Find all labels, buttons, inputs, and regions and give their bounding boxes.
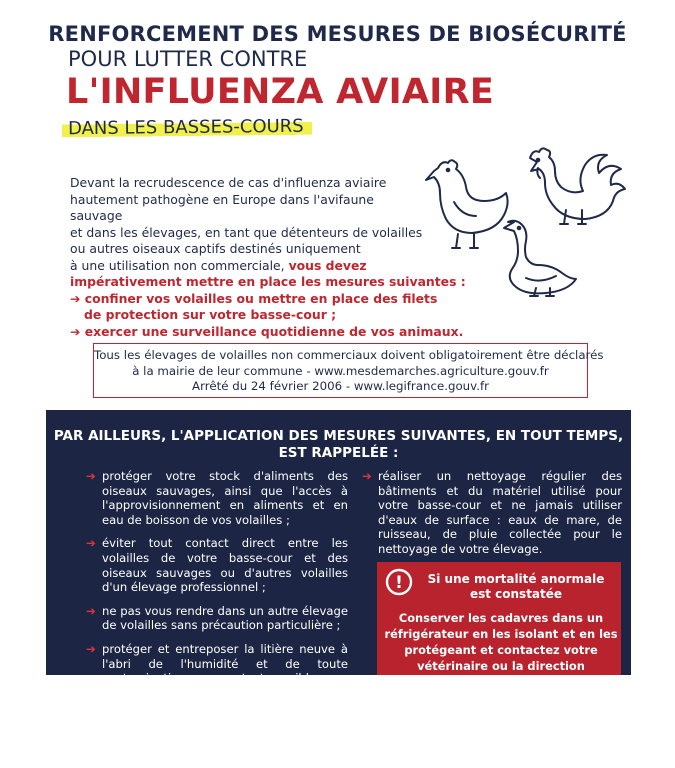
alert-title bbox=[418, 572, 614, 602]
notice-line: à la mairie de leur commune - www.mesdemarches.agriculture.gouv.fr bbox=[132, 363, 549, 378]
intro-text bbox=[70, 175, 466, 340]
intro-text-normal: à une utilisation non commerciale, bbox=[70, 257, 289, 273]
intro-line: hautement pathogène en Europe dans l'avifaune sauvage bbox=[70, 191, 374, 223]
measure-item bbox=[86, 604, 348, 633]
measures-left-column bbox=[86, 469, 348, 768]
bullet-text: de protection sur votre basse-cour ; bbox=[84, 307, 337, 322]
measure-text: protéger votre stock d'aliments des oiseaux sauvages, ainsi que l'accès à l'approvisionnement en aliments et en eau de boisson de vos volailles ; bbox=[102, 469, 348, 527]
notice-line: Arrêté du 24 février 2006 - www.legifrance.gouv.fr bbox=[192, 379, 489, 393]
intro-bullet-1-cont bbox=[70, 307, 430, 324]
intro-text-emphasis: impérativement mettre en place les mesures suivantes : bbox=[70, 274, 466, 289]
title-main: L'INFLUENZA AVIAIRE bbox=[66, 72, 495, 112]
bullet-text: exercer une surveillance quotidienne de vos animaux. bbox=[84, 323, 464, 339]
intro-text-emphasis: vous devez bbox=[288, 257, 367, 273]
intro-line: Devant la recrudescence de cas d'influenza aviaire bbox=[70, 175, 387, 190]
measures-title-line: PAR AILLEURS, L'APPLICATION DES MESURES SUIVANTES, EN TOUT TEMPS, bbox=[53, 428, 624, 444]
arrow-icon: ➔ bbox=[86, 469, 96, 483]
hen-icon bbox=[426, 160, 508, 248]
intro-line: et dans les élevages, en tant que détenteurs de volailles bbox=[70, 224, 423, 240]
rooster-icon bbox=[530, 148, 625, 224]
intro-line bbox=[70, 258, 430, 275]
alert-body: Conserver les cadavres dans un réfrigérateur en les isolant et en les protégeant et contactez votre vétérinaire ou la direction départementale en charge bbox=[384, 611, 618, 689]
arrow-icon: ➔ bbox=[70, 323, 81, 339]
notice-line: Tous les élevages de volailles non commerciaux doivent obligatoirement être déclarés bbox=[94, 348, 604, 362]
arrow-icon: ➔ bbox=[70, 290, 81, 306]
exclamation-circle-icon bbox=[385, 568, 413, 596]
measure-text: ne pas vous rendre dans un autre élevage de volailles sans précaution particulière ; bbox=[102, 603, 348, 633]
title-line-2: POUR LUTTER CONTRE bbox=[68, 47, 308, 71]
bullet-text: confiner vos volailles ou mettre en place des filets bbox=[84, 290, 438, 306]
alert-title-line: Si une mortalité anormale bbox=[427, 572, 605, 586]
measure-item bbox=[86, 469, 348, 527]
measure-item bbox=[86, 536, 348, 594]
declaration-notice-box bbox=[93, 343, 604, 398]
measures-title-line: EST RAPPELÉE : bbox=[278, 445, 399, 461]
measure-item bbox=[362, 469, 622, 557]
measure-text: éviter tout contact direct entre les volailles de votre basse-cour et des oiseaux sauvages ou d'autres volailles d'un élevage professionnel ; bbox=[102, 536, 348, 595]
alert-title-line: est constatée bbox=[469, 587, 563, 601]
arrow-icon: ➔ bbox=[86, 603, 96, 618]
measures-title bbox=[46, 428, 631, 462]
measure-text: protéger et entreposer la litière neuve à l'abri de l'humidité et de toute contamination sans contact possible avec des cadavres. Si les fientes et fumiers sont compostés à proximité de la basse-cour, ils ne doivent pas être transportés en dehors de l'exploitation avant une période de bbox=[102, 641, 348, 759]
poultry-illustration-icon bbox=[418, 138, 628, 298]
title-line-1: RENFORCEMENT DES MESURES DE BIOSÉCURITÉ bbox=[48, 22, 627, 46]
measure-text: réaliser un nettoyage régulier des bâtiments et du matériel utilisé pour votre basse-cour et ne jamais utiliser d'eaux de surface : eaux de mare, de ruisseau, de pluie collectée pour le nettoyage de votre élevage. bbox=[378, 469, 622, 556]
arrow-icon: ➔ bbox=[362, 469, 372, 483]
intro-line: ou autres oiseaux captifs destinés uniquement bbox=[70, 241, 361, 256]
measures-right-column bbox=[362, 469, 622, 566]
title-subtitle-highlight: DANS LES BASSES-COURS bbox=[62, 116, 312, 140]
intro-bullet-2 bbox=[70, 323, 464, 341]
duck-icon bbox=[504, 221, 576, 296]
arrow-icon: ➔ bbox=[86, 641, 96, 656]
alert-symbol: ! bbox=[395, 573, 403, 593]
measure-item bbox=[86, 642, 348, 759]
arrow-icon: ➔ bbox=[86, 536, 96, 551]
intro-bullet-1 bbox=[70, 290, 438, 308]
